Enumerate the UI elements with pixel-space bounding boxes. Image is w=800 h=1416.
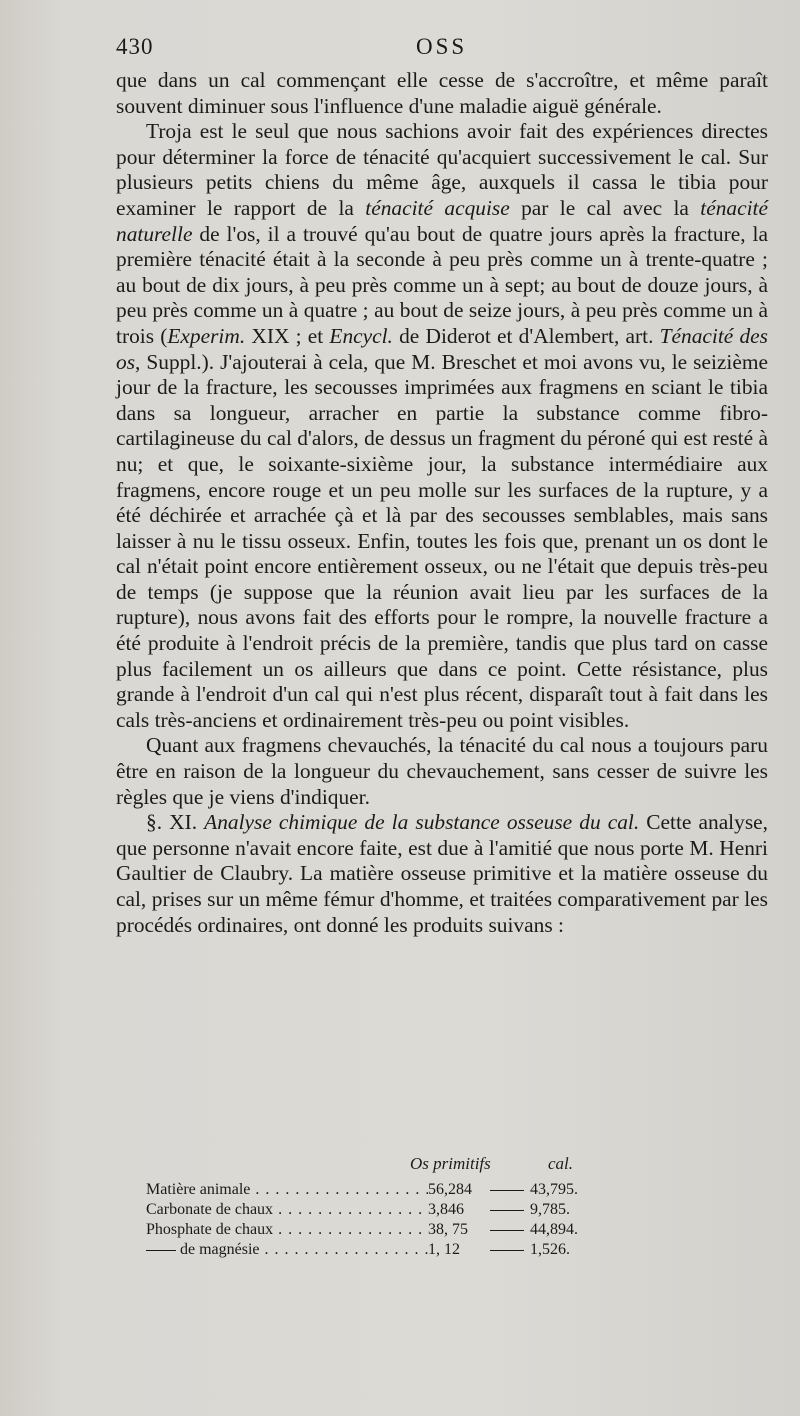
paragraph-2-text-d: XIX ; et xyxy=(245,323,330,348)
paragraph-4 xyxy=(116,810,768,938)
citation-encycl: Encycl. xyxy=(329,323,393,348)
column-header-cal: cal. xyxy=(548,1154,574,1173)
value-primitifs: 56,284 xyxy=(428,1181,472,1198)
value-cal: 43,795. xyxy=(530,1181,578,1198)
table-row xyxy=(146,1220,616,1240)
value-primitifs: 38, 75 xyxy=(428,1221,468,1238)
paragraph-2-text-a: Troja est le seul que nous sachions avoir fait des expériences directes pour déterminer la force de ténacité qu'acquiert successivement le cal. Sur plusieurs petits chiens du même âge, auxquels il cassa le tibia pour examiner le rapport de la xyxy=(116,119,768,220)
body-text xyxy=(116,68,768,938)
section-number: §. XI. xyxy=(146,810,198,835)
value-cal: 9,785. xyxy=(530,1201,570,1218)
paragraph-2-text-f: , Suppl.). J'ajouterai à cela, que M. Breschet et moi avons vu, le seizième jour de la fracture, les secousses imprimées aux fragmens en sciant le tibia dans sa longueur, arracher en partie la substance comme fibro-cartilagineuse du cal d'alors, de dessus un fragment du péroné qui est resté à nu; et que, le soixante-sixième jour, la substance intermédiaire aux fragmens, encore rouge et un peu molle sur les surfaces de la rupture, y a été déchirée et arrachée çà et là par des secousses semblables, mais sans laisser à nu le tissu osseux. Enfin, toutes les fois que, prenant un os dont le cal n'était point encore entièrement osseux, ou ne l'était que depuis très-peu de temps (je suppose que la réunion avait lieu par les surfaces de la rupture), nous avons fait des efforts pour le rompre, la nouvelle fracture a été produite à l'endroit précis de la première, tandis que plus tard on casse plus facilement un os ailleurs que dans ce point. Cette résistance, plus grande à l'endroit d'un cal qui n'est plus récent, disparaît tout à fait dans les cals très-anciens et ordinairement très-peu ou point visibles. xyxy=(116,349,768,732)
paragraph-4-text: Cette analyse, que personne n'avait encore faite, est due à l'amitié que nous porte M. Henri Gaultier de Claubry. La matière osseuse primitive et la matière osseuse du cal, prises sur un même fémur d'homme, et traitées comparativement par les procédés ordinaires, ont donné les produits suivans : xyxy=(116,810,768,937)
analysis-table xyxy=(146,1154,616,1260)
dash-separator xyxy=(490,1230,524,1231)
row-label-text: de magnésie xyxy=(180,1241,260,1258)
paragraph-1-text: que dans un cal commençant elle cesse de s'accroître, et même paraît souvent diminuer sous l'influence d'une maladie aiguë générale. xyxy=(116,68,768,118)
table-row xyxy=(146,1200,616,1220)
running-head: OSS xyxy=(416,34,468,59)
ditto-dash xyxy=(146,1250,176,1251)
row-label xyxy=(146,1240,428,1260)
value-cal: 44,894. xyxy=(530,1221,578,1238)
section-title: Analyse chimique de la substance osseuse du cal. xyxy=(204,810,640,835)
paragraph-2-text-b: par le cal avec la xyxy=(509,195,701,220)
citation-experim: Experim. xyxy=(167,323,246,348)
value-cal: 1,526. xyxy=(530,1241,570,1258)
value-primitifs: 3,846 xyxy=(428,1201,464,1218)
page-header xyxy=(116,34,766,64)
term-tenacite-acquise: ténacité acquise xyxy=(365,195,510,220)
dash-separator xyxy=(490,1250,524,1251)
column-header-primitifs: Os primitifs xyxy=(410,1154,491,1173)
page-number: 430 xyxy=(116,34,154,59)
table-header xyxy=(146,1154,616,1180)
row-label: Phosphate de chaux . . . xyxy=(146,1220,428,1240)
paragraph-3-text: Quant aux fragmens chevauchés, la ténacité du cal nous a toujours paru être en raison de la longueur du chevauchement, sans cesser de suivre les règles que je viens d'indiquer. xyxy=(116,733,768,809)
value-primitifs: 1, 12 xyxy=(428,1241,460,1258)
term-tenacite-naturelle: ténacité naturelle xyxy=(116,195,768,246)
table-row xyxy=(146,1240,616,1260)
citation-tenacite-des-os: Ténacité des os xyxy=(116,323,769,374)
dash-separator xyxy=(490,1190,524,1191)
row-label: Carbonate de chaux . . . xyxy=(146,1200,428,1220)
dash-separator xyxy=(490,1210,524,1211)
paragraph-3 xyxy=(116,733,768,810)
paragraph-2-text-e: de Diderot et d'Alembert, art. xyxy=(392,323,660,348)
paragraph-2-text-c: de l'os, il a trouvé qu'au bout de quatre jours après la fracture, la première ténacité était à la seconde à peu près comme un à trente-quatre ; au bout de dix jours, à peu près comme un à sept; au bout de douze jours, à peu près comme un à quatre ; au bout de seize jours, à peu près comme un à trois ( xyxy=(116,221,768,348)
paragraph-2 xyxy=(116,119,768,733)
table-row xyxy=(146,1180,616,1200)
paragraph-1 xyxy=(116,68,768,119)
row-label: Matière animale . . . xyxy=(146,1180,428,1200)
